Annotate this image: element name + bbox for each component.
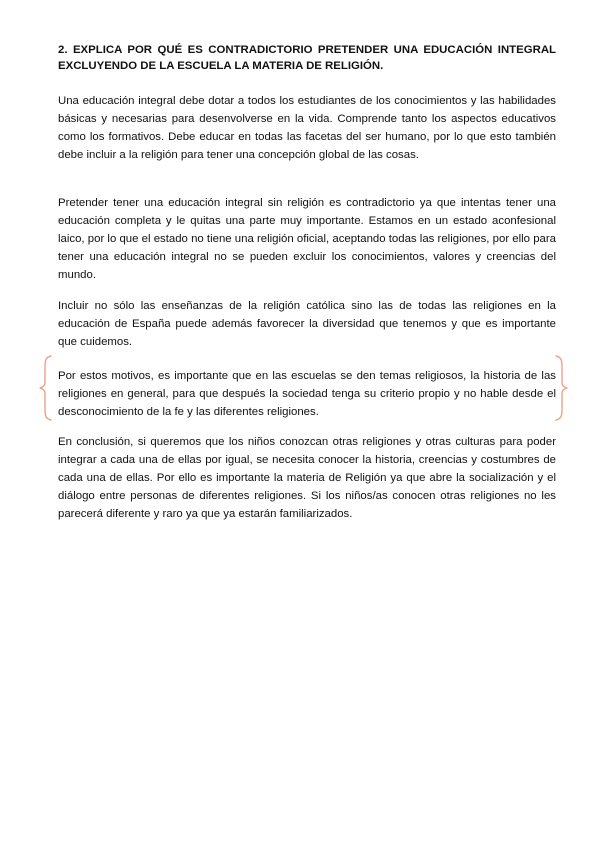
paragraph-3: Incluir no sólo las enseñanzas de la religión católica sino las de todas las religiones en la educación de España puede además favorecer la diversidad que tenemos y que es importante que cuidemos.: [58, 300, 556, 348]
left-brace-annotation: [38, 354, 54, 422]
paragraph-5: En conclusión, si queremos que los niños conozcan otras religiones y otras culturas para poder integrar a cada una de ellas por igual, se necesita conocer la historia, creencias y costumbres de cada una de ellas. Por ello es importante la materia de Religión ya que abre la socialización y el diálogo entre personas de diferentes religiones. Si los niños/as conocen otras religiones no les parecerá diferente y raro ya que ya estarán familiarizados.: [58, 436, 556, 520]
paragraph-4-highlighted: Por estos motivos, es importante que en las escuelas se den temas religiosos, la historia de las religiones en general, para que después la sociedad tenga su criterio propio y no hable desde el desconocimiento de la fe y las diferentes religiones.: [58, 370, 556, 418]
right-brace-annotation: [553, 354, 569, 422]
paragraph-2: Pretender tener una educación integral sin religión es contradictorio ya que intentas tener una educación completa y le quitas una parte muy importante. Estamos en un estado aconfesional laico, por lo que el estado no tiene una religión oficial, aceptando todas las religiones, por ello para tener una educación integral no se pueden excluir los conocimientos, valores y creencias del mundo.: [58, 197, 556, 281]
paragraph-1: Una educación integral debe dotar a todos los estudiantes de los conocimientos y las habilidades básicas y necesarias para desenvolverse en la vida. Comprende tanto los aspectos educativos como los formativos. Debe educar en todas las facetas del ser humano, por lo que esto también debe incluir a la religión para tener una concepción global de las cosas.: [58, 95, 556, 161]
question-heading: 2. EXPLICA POR QUÉ ES CONTRADICTORIO PRETENDER UNA EDUCACIÓN INTEGRAL EXCLUYENDO DE LA ESCUELA LA MATERIA DE RELIGIÓN.: [58, 44, 556, 72]
